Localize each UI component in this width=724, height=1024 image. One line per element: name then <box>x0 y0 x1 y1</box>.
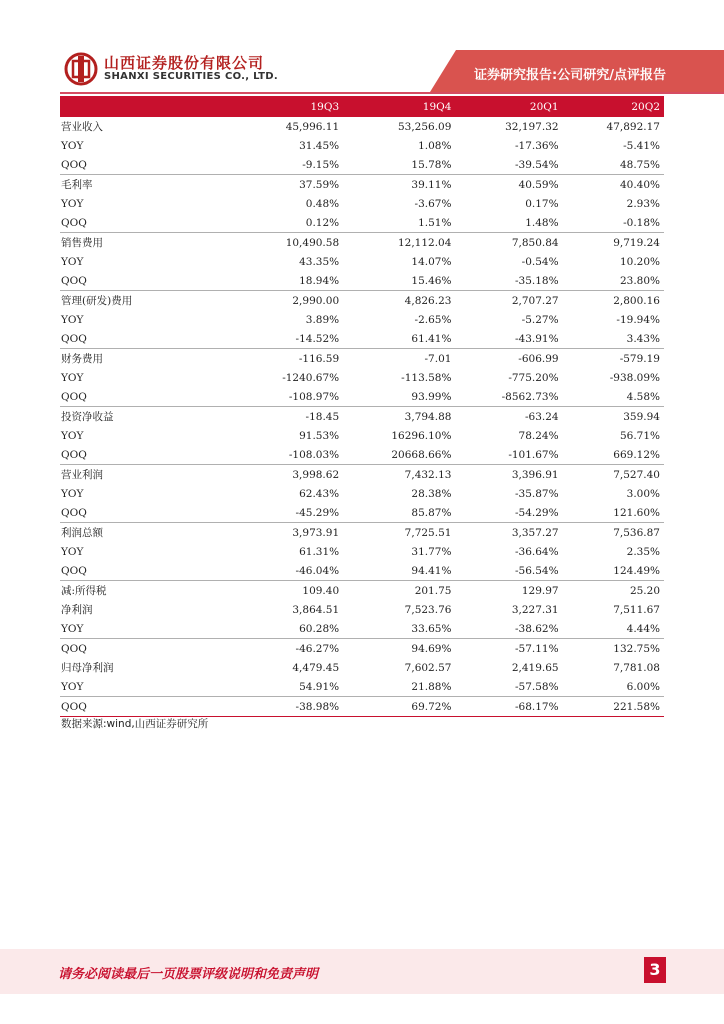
cell-value: 121.60% <box>613 506 660 519</box>
cell-value: 3,396.91 <box>455 465 562 485</box>
table-row <box>60 117 664 136</box>
row-label: YOY <box>61 255 84 268</box>
cell-value: 2,990.00 <box>236 291 343 311</box>
table-row <box>60 503 664 523</box>
cell-value: 9,719.24 <box>563 233 664 253</box>
cell-value: 20668.66% <box>391 448 452 461</box>
cell-value: 32,197.32 <box>505 120 559 133</box>
page-footer <box>0 949 724 994</box>
cell-value: 10.20% <box>619 255 660 268</box>
cell-value: 2,707.27 <box>455 291 562 311</box>
cell-value: -36.64% <box>514 545 559 558</box>
cell-value: 62.43% <box>299 487 340 500</box>
table-row <box>60 233 664 253</box>
header-cell-period: 20Q2 <box>563 96 664 117</box>
cell-value: 18.94% <box>299 274 340 287</box>
report-type: 证券研究报告:公司研究/点评报告 <box>474 68 666 83</box>
cell-value: 7,725.51 <box>343 523 455 543</box>
cell-value: 0.17% <box>525 197 559 210</box>
cell-value: -101.67% <box>508 448 559 461</box>
cell-value: -56.54% <box>514 564 559 577</box>
row-label: 管理(研发)费用 <box>60 291 236 311</box>
table-row <box>60 310 664 329</box>
cell-value: 61.41% <box>411 332 452 345</box>
cell-value: -38.98% <box>236 697 343 717</box>
cell-value: -579.19 <box>563 349 664 369</box>
cell-value: -54.29% <box>514 506 559 519</box>
cell-value: -38.62% <box>514 622 559 635</box>
table-row <box>60 387 664 407</box>
cell-value: 109.40 <box>236 581 343 601</box>
table-row <box>60 465 664 485</box>
cell-value: 7,602.57 <box>404 661 452 674</box>
table-row <box>60 697 664 717</box>
table-row <box>60 658 664 677</box>
cell-value: 1.48% <box>525 216 559 229</box>
cell-value: 6.00% <box>626 680 660 693</box>
cell-value: 129.97 <box>455 581 562 601</box>
row-label: YOY <box>61 313 84 326</box>
header-cell-period: 19Q4 <box>343 96 455 117</box>
row-label: 营业利润 <box>60 465 236 485</box>
cell-value: 93.99% <box>411 390 452 403</box>
table-body <box>60 117 664 717</box>
cell-value: 53,256.09 <box>397 120 452 133</box>
cell-value: 56.71% <box>619 429 660 442</box>
cell-value: 78.24% <box>518 429 559 442</box>
cell-value: -606.99 <box>455 349 562 369</box>
row-label: QOQ <box>60 639 236 659</box>
header-cell-period: 20Q1 <box>455 96 562 117</box>
cell-value: 3.89% <box>305 313 340 326</box>
cell-value: 25.20 <box>563 581 664 601</box>
cell-value: 3,357.27 <box>455 523 562 543</box>
page-number: 3 <box>644 957 666 983</box>
row-label: YOY <box>61 139 84 152</box>
table-row <box>60 136 664 155</box>
disclaimer-text: 请务必阅读最后一页股票评级说明和免责声明 <box>58 967 319 982</box>
company-logo-icon <box>64 52 98 86</box>
cell-value: 3,864.51 <box>292 603 340 616</box>
cell-value: 7,536.87 <box>563 523 664 543</box>
row-label: QOQ <box>60 697 236 717</box>
cell-value: -17.36% <box>514 139 559 152</box>
cell-value: -8562.73% <box>501 390 559 403</box>
cell-value: -0.54% <box>521 255 559 268</box>
header-cell-label <box>60 96 236 117</box>
cell-value: 43.35% <box>299 255 340 268</box>
cell-value: -19.94% <box>616 313 660 326</box>
row-label: YOY <box>61 429 84 442</box>
table-row <box>60 407 664 427</box>
cell-value: 48.75% <box>619 158 660 171</box>
financial-table <box>60 96 664 717</box>
cell-value: 201.75 <box>343 581 455 601</box>
cell-value: 132.75% <box>563 639 664 659</box>
cell-value: 47,892.17 <box>606 120 660 133</box>
row-label: QOQ <box>61 216 87 229</box>
header-cell-period: 19Q3 <box>236 96 343 117</box>
cell-value: 2.93% <box>626 197 660 210</box>
table-row <box>60 619 664 639</box>
cell-value: 85.87% <box>411 506 452 519</box>
cell-value: 4,479.45 <box>292 661 340 674</box>
row-label: QOQ <box>61 390 87 403</box>
row-label: QOQ <box>61 158 87 171</box>
cell-value: 4.58% <box>626 390 660 403</box>
table-row <box>60 542 664 561</box>
cell-value: 15.78% <box>411 158 452 171</box>
row-label: 减:所得税 <box>60 581 236 601</box>
row-label: YOY <box>61 680 84 693</box>
cell-value: -57.58% <box>514 680 559 693</box>
cell-value: 40.40% <box>563 175 664 195</box>
cell-value: 33.65% <box>411 622 452 635</box>
cell-value: 4,826.23 <box>343 291 455 311</box>
cell-value: 69.72% <box>343 697 455 717</box>
cell-value: -18.45 <box>236 407 343 427</box>
cell-value: -108.97% <box>288 390 340 403</box>
table-row <box>60 581 664 601</box>
cell-value: 54.91% <box>299 680 340 693</box>
cell-value: 1.51% <box>418 216 452 229</box>
cell-value: 3,998.62 <box>236 465 343 485</box>
table-row <box>60 639 664 659</box>
cell-value: -35.18% <box>514 274 559 287</box>
table-row <box>60 484 664 503</box>
cell-value: 359.94 <box>563 407 664 427</box>
row-label: YOY <box>61 371 84 384</box>
cell-value: 3,794.88 <box>343 407 455 427</box>
cell-value: 45,996.11 <box>285 120 340 133</box>
table-row <box>60 194 664 213</box>
table-row <box>60 291 664 311</box>
cell-value: 2.35% <box>626 545 660 558</box>
cell-value: 23.80% <box>619 274 660 287</box>
row-label: 利润总额 <box>60 523 236 543</box>
table-row <box>60 677 664 697</box>
row-label: 销售费用 <box>60 233 236 253</box>
cell-value: -2.65% <box>414 313 452 326</box>
cell-value: 91.53% <box>299 429 340 442</box>
table-row <box>60 329 664 349</box>
row-label: YOY <box>61 545 84 558</box>
cell-value: 0.12% <box>305 216 340 229</box>
source-note: 数据来源:wind,山西证券研究所 <box>61 718 209 730</box>
row-label: YOY <box>61 197 84 210</box>
cell-value: 61.31% <box>299 545 340 558</box>
cell-value: -0.18% <box>623 216 660 229</box>
row-label: QOQ <box>61 274 87 287</box>
cell-value: 14.07% <box>411 255 452 268</box>
cell-value: 31.45% <box>299 139 340 152</box>
cell-value: 10,490.58 <box>236 233 343 253</box>
cell-value: -3.67% <box>414 197 452 210</box>
cell-value: 7,850.84 <box>455 233 562 253</box>
row-label: YOY <box>61 622 84 635</box>
table-row <box>60 426 664 445</box>
cell-value: -46.27% <box>236 639 343 659</box>
cell-value: -43.91% <box>514 332 559 345</box>
cell-value: -5.27% <box>521 313 559 326</box>
cell-value: 3,227.31 <box>511 603 559 616</box>
cell-value: -63.24 <box>455 407 562 427</box>
table-row <box>60 349 664 369</box>
cell-value: -68.17% <box>455 697 562 717</box>
cell-value: 94.69% <box>343 639 455 659</box>
page-header <box>0 0 724 95</box>
cell-value: -7.01 <box>343 349 455 369</box>
cell-value: 21.88% <box>411 680 452 693</box>
cell-value: 124.49% <box>613 564 660 577</box>
table-row <box>60 175 664 195</box>
cell-value: -108.03% <box>288 448 340 461</box>
row-label: QOQ <box>61 332 87 345</box>
cell-value: 7,511.67 <box>613 603 660 616</box>
cell-value: 28.38% <box>411 487 452 500</box>
cell-value: 60.28% <box>299 622 340 635</box>
cell-value: 40.59% <box>455 175 562 195</box>
cell-value: 39.11% <box>343 175 455 195</box>
cell-value: 0.48% <box>305 197 340 210</box>
cell-value: 94.41% <box>411 564 452 577</box>
cell-value: 669.12% <box>613 448 660 461</box>
cell-value: 3.00% <box>626 487 660 500</box>
row-label: YOY <box>61 487 84 500</box>
row-label: QOQ <box>61 506 87 519</box>
table-row <box>60 600 664 619</box>
cell-value: 7,781.08 <box>613 661 660 674</box>
table-header-row <box>60 96 664 117</box>
table-row <box>60 368 664 387</box>
table-row <box>60 271 664 291</box>
cell-value: 7,527.40 <box>563 465 664 485</box>
cell-value: -45.29% <box>295 506 340 519</box>
row-label: QOQ <box>61 564 87 577</box>
row-label: QOQ <box>61 448 87 461</box>
cell-value: 7,523.76 <box>404 603 452 616</box>
row-label: 投资净收益 <box>60 407 236 427</box>
table-row <box>60 523 664 543</box>
cell-value: 4.44% <box>626 622 660 635</box>
cell-value: -57.11% <box>455 639 562 659</box>
cell-value: -14.52% <box>295 332 340 345</box>
cell-value: 1.08% <box>418 139 452 152</box>
cell-value: -35.87% <box>514 487 559 500</box>
cell-value: 3,973.91 <box>236 523 343 543</box>
cell-value: -46.04% <box>295 564 340 577</box>
company-name-en: SHANXI SECURITIES CO., LTD. <box>104 71 278 82</box>
cell-value: -9.15% <box>302 158 340 171</box>
cell-value: 2,419.65 <box>511 661 559 674</box>
table-row <box>60 561 664 581</box>
cell-value: -5.41% <box>623 139 660 152</box>
row-label: 净利润 <box>61 604 93 616</box>
cell-value: 31.77% <box>411 545 452 558</box>
cell-value: -116.59 <box>236 349 343 369</box>
cell-value: -113.58% <box>401 371 452 384</box>
cell-value: 3.43% <box>626 332 660 345</box>
cell-value: 2,800.16 <box>563 291 664 311</box>
row-label: 营业收入 <box>61 121 103 133</box>
cell-value: -775.20% <box>508 371 559 384</box>
cell-value: -39.54% <box>514 158 559 171</box>
cell-value: 16296.10% <box>391 429 452 442</box>
cell-value: -938.09% <box>609 371 660 384</box>
cell-value: 37.59% <box>236 175 343 195</box>
row-label: 毛利率 <box>60 175 236 195</box>
table-row <box>60 213 664 233</box>
cell-value: 12,112.04 <box>343 233 455 253</box>
table-row <box>60 155 664 175</box>
table-row <box>60 252 664 271</box>
table-row <box>60 445 664 465</box>
cell-value: -1240.67% <box>282 371 340 384</box>
cell-value: 7,432.13 <box>343 465 455 485</box>
row-label: 财务费用 <box>60 349 236 369</box>
row-label: 归母净利润 <box>61 662 114 674</box>
cell-value: 15.46% <box>411 274 452 287</box>
cell-value: 221.58% <box>563 697 664 717</box>
company-name-cn: 山西证券股份有限公司 <box>104 54 265 72</box>
